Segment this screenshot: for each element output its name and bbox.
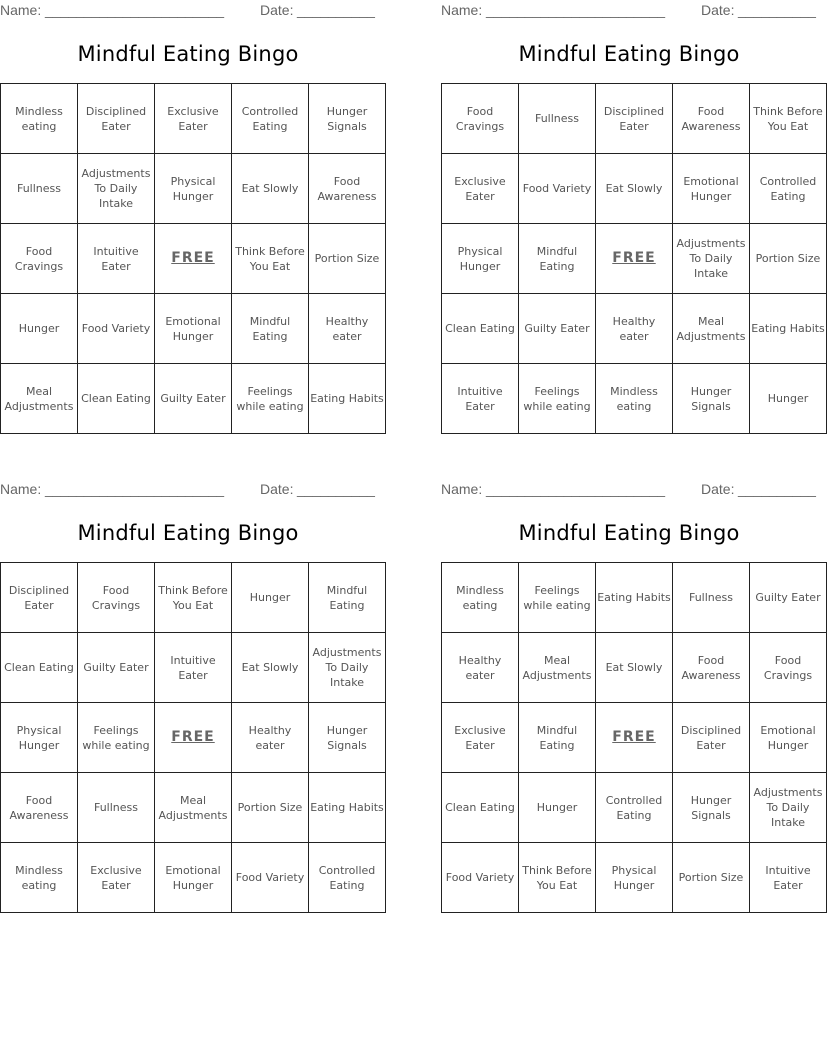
bingo-cell: Adjustments To Daily Intake xyxy=(750,773,827,843)
bingo-cell: Food Variety xyxy=(78,294,155,364)
bingo-cell: Emotional Hunger xyxy=(155,843,232,913)
grid-row xyxy=(1,224,386,294)
bingo-cell: Feelings while eating xyxy=(519,364,596,434)
bingo-cell: Portion Size xyxy=(750,224,827,294)
bingo-cell: Eat Slowly xyxy=(596,633,673,703)
bingo-cell: Controlled Eating xyxy=(596,773,673,843)
bingo-cell: Intuitive Eater xyxy=(750,843,827,913)
bingo-cell: Eating Habits xyxy=(309,364,386,434)
bingo-cell: Exclusive Eater xyxy=(442,154,519,224)
bingo-cell: Hunger xyxy=(1,294,78,364)
bingo-cell: Eat Slowly xyxy=(596,154,673,224)
bingo-cell: Controlled Eating xyxy=(309,843,386,913)
bingo-cell: Intuitive Eater xyxy=(155,633,232,703)
bingo-cell: Food Awareness xyxy=(1,773,78,843)
date-label: Date: xyxy=(701,2,735,18)
bingo-cell: Controlled Eating xyxy=(750,154,827,224)
bingo-cell: Healthy eater xyxy=(596,294,673,364)
name-label: Name: xyxy=(441,481,483,497)
bingo-cell: Mindless eating xyxy=(1,84,78,154)
date-blank: __________ xyxy=(297,2,375,18)
date-blank: __________ xyxy=(738,481,816,497)
bingo-card-4 xyxy=(441,479,823,919)
bingo-cell: Food Cravings xyxy=(1,224,78,294)
bingo-cell: Disciplined Eater xyxy=(78,84,155,154)
grid-row xyxy=(442,843,827,913)
bingo-cell: Mindless eating xyxy=(596,364,673,434)
bingo-cell: Meal Adjustments xyxy=(155,773,232,843)
bingo-cell: Eating Habits xyxy=(750,294,827,364)
bingo-cell: Guilty Eater xyxy=(750,563,827,633)
bingo-cell: Fullness xyxy=(78,773,155,843)
bingo-cell: Fullness xyxy=(1,154,78,224)
date-blank: __________ xyxy=(738,2,816,18)
bingo-cell: Healthy eater xyxy=(442,633,519,703)
bingo-cell: Physical Hunger xyxy=(596,843,673,913)
free-cell: FREE xyxy=(155,703,232,773)
bingo-cell: Mindful Eating xyxy=(232,294,309,364)
grid-row xyxy=(442,84,827,154)
name-date-line xyxy=(0,481,376,499)
name-label: Name: xyxy=(0,481,42,497)
bingo-cell: Portion Size xyxy=(232,773,309,843)
bingo-cell: Eat Slowly xyxy=(232,633,309,703)
bingo-cell: Food Cravings xyxy=(750,633,827,703)
bingo-cell: Eating Habits xyxy=(309,773,386,843)
date-label: Date: xyxy=(260,481,294,497)
bingo-cell: Hunger xyxy=(232,563,309,633)
bingo-cell: Emotional Hunger xyxy=(750,703,827,773)
grid-row xyxy=(1,84,386,154)
bingo-cell: Mindless eating xyxy=(442,563,519,633)
grid-row xyxy=(442,294,827,364)
bingo-cell: Mindful Eating xyxy=(519,224,596,294)
bingo-cell: Eat Slowly xyxy=(232,154,309,224)
bingo-cell: Disciplined Eater xyxy=(596,84,673,154)
name-date-line xyxy=(441,481,817,499)
bingo-cell: Meal Adjustments xyxy=(673,294,750,364)
bingo-cell: Food Cravings xyxy=(78,563,155,633)
bingo-grid xyxy=(441,562,827,913)
bingo-cell: Clean Eating xyxy=(1,633,78,703)
grid-row xyxy=(1,703,386,773)
bingo-cell: Hunger Signals xyxy=(309,703,386,773)
bingo-cell: Food Awareness xyxy=(673,633,750,703)
grid-row xyxy=(1,843,386,913)
name-date-line xyxy=(0,2,376,20)
grid-row xyxy=(442,773,827,843)
bingo-cell: Fullness xyxy=(673,563,750,633)
grid-row xyxy=(1,773,386,843)
bingo-cell: Mindless eating xyxy=(1,843,78,913)
grid-row xyxy=(442,563,827,633)
bingo-cell: Guilty Eater xyxy=(155,364,232,434)
free-cell: FREE xyxy=(596,703,673,773)
bingo-cell: Mindful Eating xyxy=(309,563,386,633)
bingo-cell: Feelings while eating xyxy=(519,563,596,633)
bingo-cell: Think Before You Eat xyxy=(155,563,232,633)
bingo-card-2 xyxy=(441,0,825,440)
bingo-cell: Food Awareness xyxy=(309,154,386,224)
bingo-cell: Exclusive Eater xyxy=(155,84,232,154)
bingo-card-3 xyxy=(0,479,384,919)
name-label: Name: xyxy=(0,2,42,18)
free-cell: FREE xyxy=(155,224,232,294)
bingo-cell: Emotional Hunger xyxy=(673,154,750,224)
grid-row xyxy=(1,364,386,434)
bingo-cell: Think Before You Eat xyxy=(750,84,827,154)
bingo-cell: Food Variety xyxy=(232,843,309,913)
bingo-cell: Hunger Signals xyxy=(673,773,750,843)
bingo-cell: Feelings while eating xyxy=(78,703,155,773)
bingo-cell: Controlled Eating xyxy=(232,84,309,154)
grid-row xyxy=(442,633,827,703)
bingo-cell: Clean Eating xyxy=(442,773,519,843)
free-cell: FREE xyxy=(596,224,673,294)
card-title: Mindful Eating Bingo xyxy=(77,42,299,66)
bingo-cell: Intuitive Eater xyxy=(78,224,155,294)
bingo-cell: Portion Size xyxy=(673,843,750,913)
bingo-cell: Food Variety xyxy=(519,154,596,224)
bingo-cell: Healthy eater xyxy=(232,703,309,773)
name-blank: _______________________ xyxy=(45,2,225,18)
bingo-cell: Portion Size xyxy=(309,224,386,294)
bingo-cell: Hunger xyxy=(750,364,827,434)
name-label: Name: xyxy=(441,2,483,18)
bingo-cell: Fullness xyxy=(519,84,596,154)
grid-row xyxy=(1,154,386,224)
bingo-cell: Eating Habits xyxy=(596,563,673,633)
bingo-cell: Adjustments To Daily Intake xyxy=(673,224,750,294)
bingo-cell: Food Cravings xyxy=(442,84,519,154)
bingo-grid xyxy=(0,83,386,434)
bingo-grid xyxy=(0,562,386,913)
bingo-cell: Physical Hunger xyxy=(1,703,78,773)
name-blank: _______________________ xyxy=(45,481,225,497)
bingo-cell: Emotional Hunger xyxy=(155,294,232,364)
grid-row xyxy=(442,154,827,224)
bingo-cell: Feelings while eating xyxy=(232,364,309,434)
name-date-line xyxy=(441,2,817,20)
name-blank: _______________________ xyxy=(486,2,666,18)
grid-row xyxy=(442,224,827,294)
bingo-cell: Guilty Eater xyxy=(78,633,155,703)
bingo-cell: Exclusive Eater xyxy=(78,843,155,913)
bingo-card-1 xyxy=(0,0,384,440)
grid-row xyxy=(442,703,827,773)
bingo-cell: Hunger Signals xyxy=(673,364,750,434)
bingo-cell: Clean Eating xyxy=(78,364,155,434)
bingo-cell: Think Before You Eat xyxy=(519,843,596,913)
bingo-cell: Physical Hunger xyxy=(442,224,519,294)
card-title: Mindful Eating Bingo xyxy=(518,521,740,545)
bingo-cell: Physical Hunger xyxy=(155,154,232,224)
grid-row xyxy=(1,633,386,703)
bingo-grid xyxy=(441,83,827,434)
date-label: Date: xyxy=(701,481,735,497)
bingo-cell: Adjustments To Daily Intake xyxy=(78,154,155,224)
bingo-cell: Clean Eating xyxy=(442,294,519,364)
grid-row xyxy=(1,563,386,633)
date-blank: __________ xyxy=(297,481,375,497)
card-title: Mindful Eating Bingo xyxy=(518,42,740,66)
name-blank: _______________________ xyxy=(486,481,666,497)
bingo-cell: Disciplined Eater xyxy=(673,703,750,773)
bingo-cell: Food Variety xyxy=(442,843,519,913)
bingo-cell: Adjustments To Daily Intake xyxy=(309,633,386,703)
bingo-cell: Intuitive Eater xyxy=(442,364,519,434)
bingo-cell: Healthy eater xyxy=(309,294,386,364)
bingo-cell: Food Awareness xyxy=(673,84,750,154)
card-title: Mindful Eating Bingo xyxy=(77,521,299,545)
grid-row xyxy=(442,364,827,434)
bingo-cell: Exclusive Eater xyxy=(442,703,519,773)
bingo-cell: Meal Adjustments xyxy=(519,633,596,703)
bingo-cell: Mindful Eating xyxy=(519,703,596,773)
bingo-cell: Think Before You Eat xyxy=(232,224,309,294)
bingo-cell: Hunger xyxy=(519,773,596,843)
bingo-cell: Guilty Eater xyxy=(519,294,596,364)
date-label: Date: xyxy=(260,2,294,18)
grid-row xyxy=(1,294,386,364)
bingo-cell: Meal Adjustments xyxy=(1,364,78,434)
bingo-cell: Hunger Signals xyxy=(309,84,386,154)
bingo-cell: Disciplined Eater xyxy=(1,563,78,633)
